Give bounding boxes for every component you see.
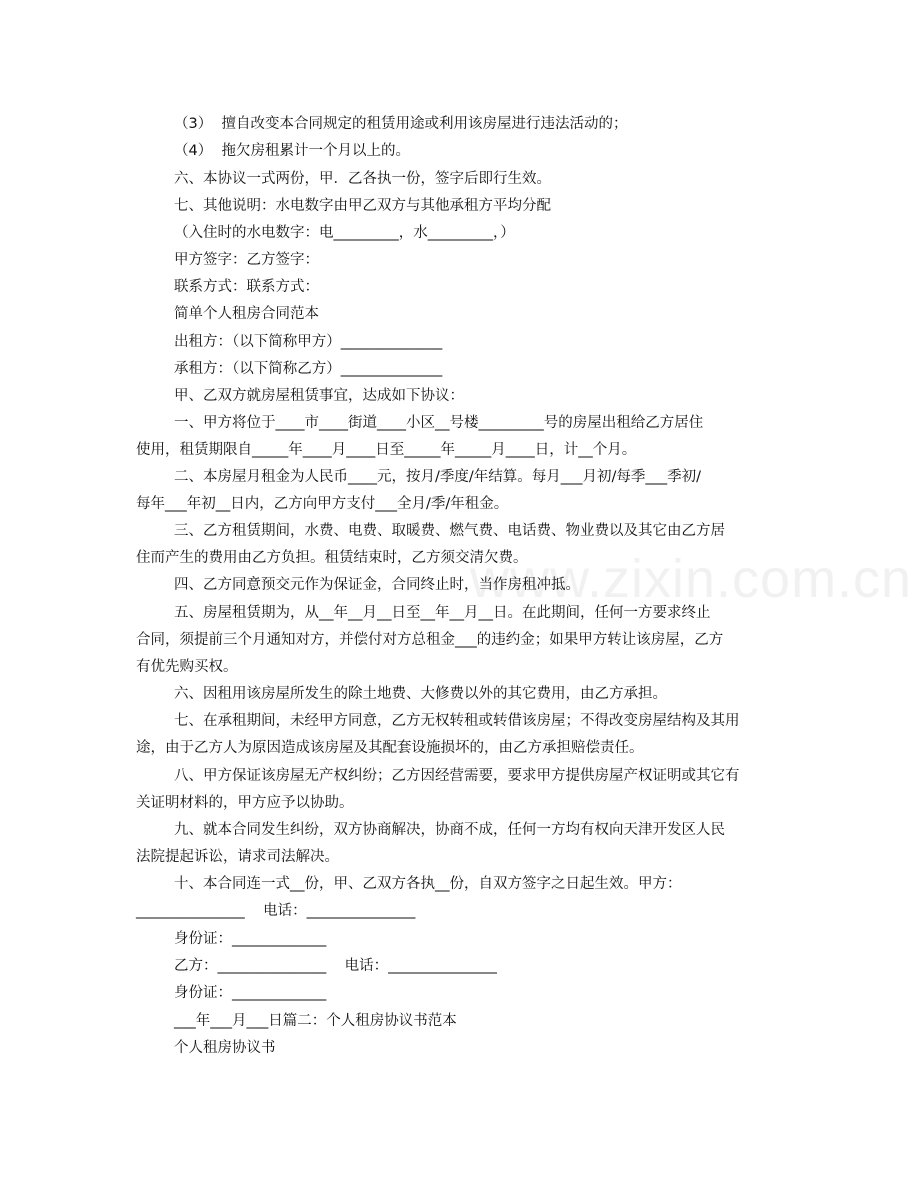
paragraph-line: 四、乙方同意预交元作为保证金，合同终止时，当作房租冲抵。 — [174, 577, 580, 593]
paragraph-line: 二、本房屋月租金为人民币____元，按月/季度/年结算。每月___月初/每季___季初/ — [174, 469, 702, 485]
clause-seven: 七、其他说明：水电数字由甲乙双方与其他承租方平均分配 — [174, 198, 551, 214]
paragraph-line: 五、房屋租赁期为，从__年__月__日至__年__月__日。在此期间，任何一方要求终止 — [174, 605, 711, 621]
watermark: www.zixin.com.cn — [470, 549, 913, 609]
paragraph-line: 六、因租用该房屋所发生的除土地费、大修费以外的其它费用，由乙方承担。 — [174, 686, 667, 702]
contact-line: 联系方式：联系方式： — [174, 279, 319, 295]
paragraph-line: 合同，须提前三个月通知对方，并偿付对方总租金___的违约金；如果甲方转让该房屋，乙方 — [136, 632, 724, 648]
lessor-id-field: 身份证：_____________ — [174, 931, 327, 947]
next-section-title: 个人租房协议书 — [174, 1040, 276, 1056]
paragraph-line: 法院提起诉讼，请求司法解决。 — [136, 849, 339, 865]
lessee-signature-fields: 乙方：_______________ 电话：_______________ — [174, 958, 497, 974]
paragraph-line: 使用，租赁期限自_____年____月____日至_____年_____月____日，计__个月。 — [136, 442, 637, 458]
clause-line-3: （3） 擅自改变本合同规定的租赁用途或利用该房屋进行违法活动的； — [174, 116, 628, 132]
date-line: ___年___月___日篇二：个人租房协议书范本 — [174, 1013, 457, 1029]
section-title: 简单个人租房合同范本 — [174, 306, 319, 322]
agreement-intro: 甲、乙双方就房屋租赁事宜，达成如下协议： — [174, 388, 464, 404]
paragraph-line: 住而产生的费用由乙方负担。租赁结束时，乙方须交清欠费。 — [136, 550, 528, 566]
paragraph-line: 三、乙方租赁期间，水费、电费、取暖费、燃气费、电话费、物业费以及其它由乙方居 — [174, 523, 725, 539]
paragraph-line: 关证明材料的，甲方应予以协助。 — [136, 795, 354, 811]
lessee-line: 承租方：（以下简称乙方）______________ — [174, 361, 443, 377]
utility-readings: （入住时的水电数字：电_________，水_________，） — [174, 225, 515, 241]
lessor-line: 出租方：（以下简称甲方）______________ — [174, 334, 443, 350]
signature-line: 甲方签字：乙方签字： — [174, 252, 319, 268]
paragraph-line: 十、本合同连一式__份，甲、乙双方各执__份，自双方签字之日起生效。甲方： — [174, 876, 682, 892]
clause-six: 六、本协议一式两份，甲．乙各执一份，签字后即行生效。 — [174, 171, 551, 187]
paragraph-line: 一、甲方将位于____市____街道____小区__号楼_________号的房屋出租给乙方居住 — [174, 415, 704, 431]
paragraph-line: 途，由于乙方人为原因造成该房屋及其配套设施损坏的，由乙方承担赔偿责任。 — [136, 740, 644, 756]
lessor-signature-fields: _______________ 电话：_______________ — [136, 903, 416, 919]
paragraph-line: 每年___年初__日内，乙方向甲方支付___全月/季/年租金。 — [136, 496, 509, 512]
paragraph-line: 七、在承租期间，未经甲方同意，乙方无权转租或转借该房屋；不得改变房屋结构及其用 — [174, 713, 740, 729]
clause-line-4: （4） 拖欠房租累计一个月以上的。 — [174, 143, 410, 159]
paragraph-line: 有优先购买权。 — [136, 659, 238, 675]
lessee-id-field: 身份证：_____________ — [174, 985, 327, 1001]
paragraph-line: 八、甲方保证该房屋无产权纠纷；乙方因经营需要，要求甲方提供房屋产权证明或其它有 — [174, 768, 740, 784]
paragraph-line: 九、就本合同发生纠纷，双方协商解决，协商不成，任何一方均有权向天津开发区人民 — [174, 822, 725, 838]
